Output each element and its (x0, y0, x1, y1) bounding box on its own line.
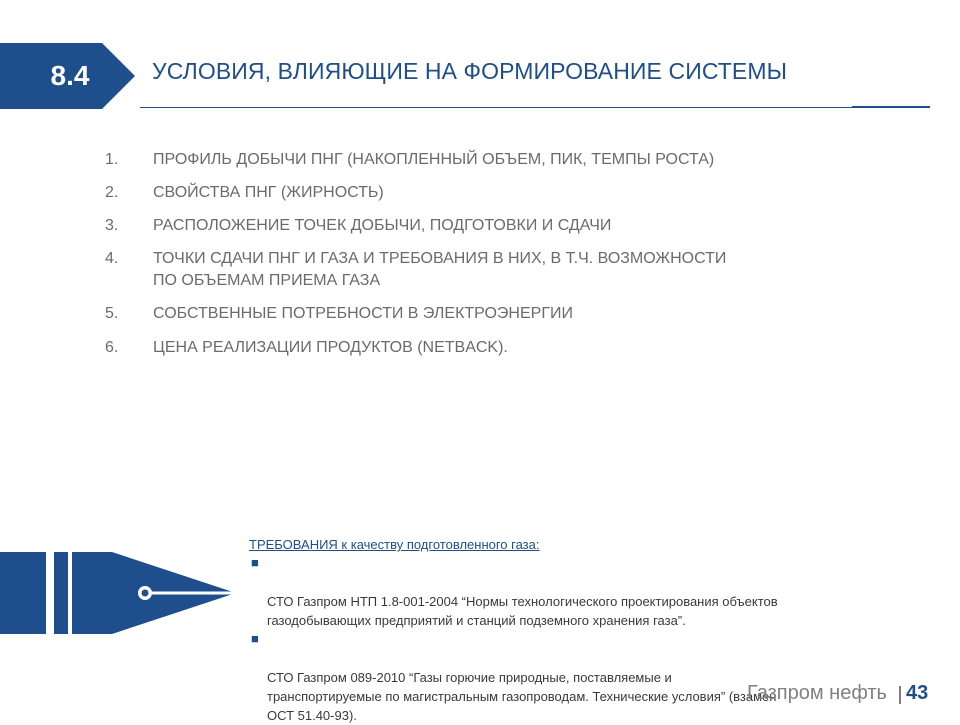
page-number: 43 (906, 682, 929, 704)
section-badge (0, 43, 140, 109)
bullet-icon: ■ (251, 631, 259, 646)
section-number: 8.4 (50, 60, 90, 91)
list-item-number: 6. (105, 339, 119, 356)
list-item-text: ЦЕНА РЕАЛИЗАЦИИ ПРОДУКТОВ (NETBACK). (153, 339, 508, 356)
list-item-number: 2. (105, 184, 119, 201)
page-title: УСЛОВИЯ, ВЛИЯЮЩИЕ НА ФОРМИРОВАНИЕ СИСТЕМЫ (152, 58, 788, 84)
bullet-icon: ■ (251, 555, 259, 570)
requirements-heading: ТРЕБОВАНИЯ к качеству подготовленного газа: (249, 537, 540, 552)
requirements-item (249, 554, 929, 630)
requirements-item-text: СТО Газпром НТП 1.8-001-2004 “Нормы технологического проектирования объектов газодобывающих предприятий и станций подземного хранения газа”. (267, 594, 778, 628)
requirements-item (249, 630, 929, 725)
pen-nib-icon (0, 548, 240, 638)
title-divider (140, 107, 930, 108)
list-item-text: СОБСТВЕННЫЕ ПОТРЕБНОСТИ В ЭЛЕКТРОЭНЕРГИИ (153, 305, 573, 322)
list-item-text: СВОЙСТВА ПНГ (ЖИРНОСТЬ) (153, 184, 384, 201)
list-item-text: РАСПОЛОЖЕНИЕ ТОЧЕК ДОБЫЧИ, ПОДГОТОВКИ И СДАЧИ (153, 217, 612, 234)
list-item-text: ТОЧКИ СДАЧИ ПНГ И ГАЗА И ТРЕБОВАНИЯ В НИХ, В Т.Ч. ВОЗМОЖНОСТИ ПО ОБЪЕМАМ ПРИЕМА ГАЗА (153, 250, 727, 289)
brand-name: Газпром нефть (747, 682, 887, 704)
requirements-item-text: СТО Газпром 089-2010 “Газы горючие природные, поставляемые и транспортируемые по магистральным газопроводам. Технические условия” (взамен ОСТ 51.40-93). (267, 670, 777, 723)
list-item-number: 3. (105, 217, 119, 234)
list-item-number: 5. (105, 305, 119, 322)
list-item-text: ПРОФИЛЬ ДОБЫЧИ ПНГ (НАКОПЛЕННЫЙ ОБЪЕМ, ПИК, ТЕМПЫ РОСТА) (153, 151, 715, 168)
footer-divider (899, 686, 901, 704)
list-item-number: 1. (105, 151, 119, 168)
title-divider-accent (852, 106, 930, 108)
list-item-number: 4. (105, 250, 119, 267)
